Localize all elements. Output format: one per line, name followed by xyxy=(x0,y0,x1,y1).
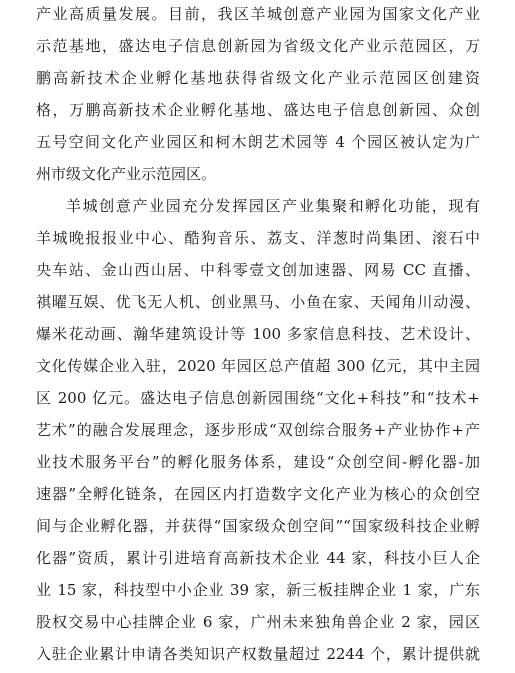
text-line: 爆米花动画、瀚华建筑设计等 100 多家信息科技、艺术设计、 xyxy=(36,325,480,343)
text-line: 业技术服务平台”的孵化服务体系，建设“众创空间-孵化器-加 xyxy=(36,453,480,471)
text-line: 区 200 亿元。盛达电子信息创新园围绕“文化+科技”和“技术+ xyxy=(36,389,480,407)
text-line: 示范基地，盛达电子信息创新园为省级文化产业示范园区，万 xyxy=(36,37,480,55)
text-line: 央车站、金山西山居、中科零壹文创加速器、网易 CC 直播、 xyxy=(36,261,480,279)
text-line: 入驻企业累计申请各类知识产权数量超过 2244 个，累计提供就 xyxy=(36,645,480,663)
text-line: 羊城晚报报业中心、酷狗音乐、荔支、洋葱时尚集团、滚石中 xyxy=(36,229,480,247)
text-line: 州市级文化产业示范园区。 xyxy=(36,165,217,183)
text-line: 祺曜互娱、优飞无人机、创业黑马、小鱼在家、天闻角川动漫、 xyxy=(36,293,480,311)
text-line: 间与企业孵化器，并获得“国家级众创空间”“国家级科技企业孵 xyxy=(36,517,480,535)
text-line: 格，万鹏高新技术企业孵化基地、盛达电子信息创新园、众创 xyxy=(36,101,480,119)
text-line: 鹏高新技术企业孵化基地获得省级文化产业示范园区创建资 xyxy=(36,69,480,87)
text-line: 文化传媒企业入驻，2020 年园区总产值超 300 亿元，其中主园 xyxy=(36,357,480,375)
text-line: 艺术”的融合发展理念，逐步形成“双创综合服务+产业协作+产 xyxy=(36,421,480,439)
text-line: 速器”全孵化链条，在园区内打造数字文化产业为核心的众创空 xyxy=(36,485,480,503)
text-line: 产业高质量发展。目前，我区羊城创意产业园为国家文化产业 xyxy=(36,5,480,23)
text-line: 业 15 家，科技型中小企业 39 家，新三板挂牌企业 1 家，广东 xyxy=(36,581,480,599)
paragraph-first-line: 羊城创意产业园充分发挥园区产业集聚和孵化功能，现有 xyxy=(66,197,480,215)
text-line: 股权交易中心挂牌企业 6 家，广州未来独角兽企业 2 家，园区 xyxy=(36,613,480,631)
text-line: 五号空间文化产业园区和柯木朗艺术园等 4 个园区被认定为广 xyxy=(36,133,480,151)
text-line: 化器”资质，累计引进培育高新技术企业 44 家，科技小巨人企 xyxy=(36,549,480,567)
